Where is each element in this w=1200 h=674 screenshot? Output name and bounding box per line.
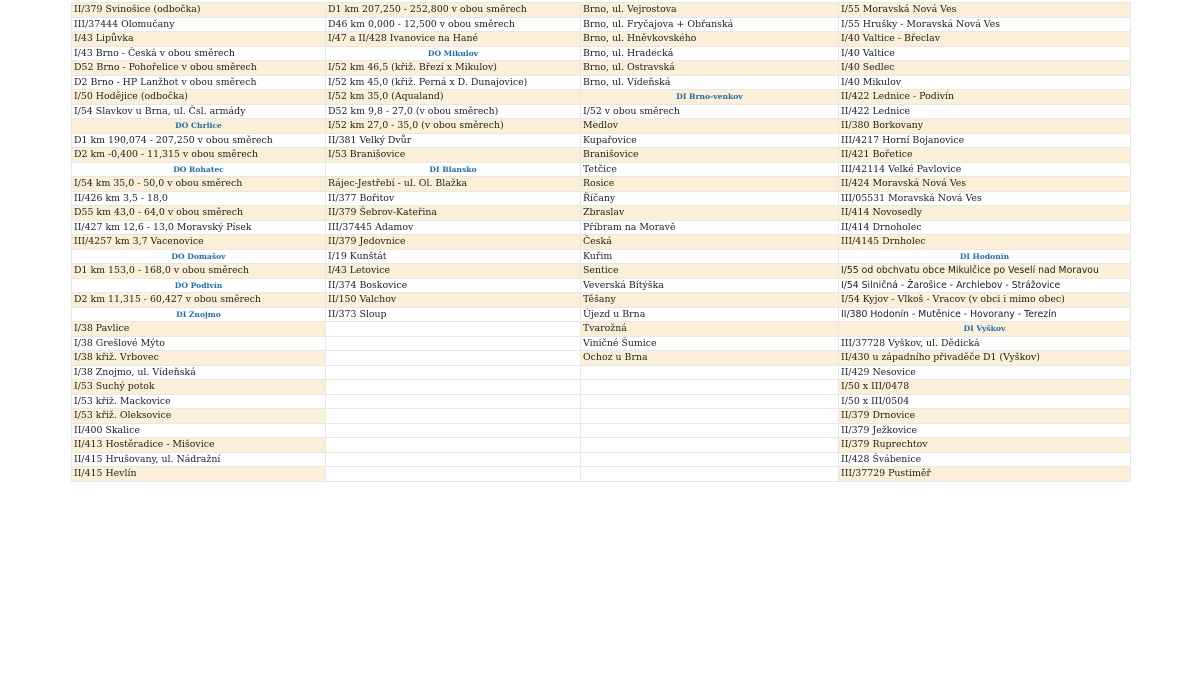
empty-cell (581, 423, 839, 438)
table-row (72, 148, 1131, 163)
table-cell: II/427 km 12,6 - 13,0 Moravský Písek (72, 220, 326, 235)
road-list-body (72, 3, 1131, 482)
table-cell: II/379 Ježkovice (839, 423, 1131, 438)
table-cell: I/38 Znojmo, ul. Vídeňská (72, 365, 326, 380)
table-cell: III/42114 Velké Pavlovice (839, 162, 1131, 177)
table-cell: II/415 Hevlín (72, 467, 326, 482)
table-cell: Sentice (581, 264, 839, 279)
table-row (72, 46, 1131, 61)
table-cell: Brno, ul. Vídeňská (581, 75, 839, 90)
table-row (72, 365, 1131, 380)
table-cell: III/37728 Vyškov, ul. Dědická (839, 336, 1131, 351)
table-row (72, 249, 1131, 264)
table-cell: I/54 km 35,0 - 50,0 v obou směrech (72, 177, 326, 192)
table-cell: D1 km 153,0 - 168,0 v obou směrech (72, 264, 326, 279)
section-header-cell: DO Podivín (72, 278, 326, 293)
table-cell: D52 km 9,8 - 27,0 (v obou směrech) (326, 104, 581, 119)
table-row (72, 133, 1131, 148)
table-row (72, 438, 1131, 453)
empty-cell (326, 351, 581, 366)
table-row (72, 293, 1131, 308)
table-cell: II/373 Sloup (326, 307, 581, 322)
table-cell: II/426 km 3,5 - 18,0 (72, 191, 326, 206)
table-cell: I/47 a II/428 Ivanovice na Hané (326, 32, 581, 47)
table-cell: Tetčice (581, 162, 839, 177)
table-row (72, 90, 1131, 105)
table-cell: II/379 Ruprechtov (839, 438, 1131, 453)
table-cell: II/422 Lednice (839, 104, 1131, 119)
table-cell: I/40 Valtice (839, 46, 1131, 61)
table-row (72, 409, 1131, 424)
table-cell: I/55 Moravská Nová Ves (839, 3, 1131, 18)
table-row (72, 380, 1131, 395)
empty-cell (326, 394, 581, 409)
table-row (72, 32, 1131, 47)
table-row (72, 3, 1131, 18)
table-cell: D2 Brno - HP Lanžhot v obou směrech (72, 75, 326, 90)
table-cell: Veverská Bítýška (581, 278, 839, 293)
empty-cell (326, 336, 581, 351)
table-cell: Kuřim (581, 249, 839, 264)
table-cell: I/55 Hrušky - Moravská Nová Ves (839, 17, 1131, 32)
table-cell: D1 km 190,074 - 207,250 v obou směrech (72, 133, 326, 148)
table-cell: III/37729 Pustiměř (839, 467, 1131, 482)
table-cell: I/54 Silničná - Žarošice - Archlebov - Strážovice (839, 278, 1131, 293)
table-cell: Ochoz u Brna (581, 351, 839, 366)
empty-cell (581, 394, 839, 409)
table-row (72, 162, 1131, 177)
table-row (72, 467, 1131, 482)
table-row (72, 17, 1131, 32)
section-header-cell: DO Chrlice (72, 119, 326, 134)
empty-cell (326, 409, 581, 424)
empty-cell (581, 409, 839, 424)
table-cell: I/38 Pavlice (72, 322, 326, 337)
empty-cell (326, 423, 581, 438)
table-cell: II/422 Lednice - Podivín (839, 90, 1131, 105)
table-cell: III/05531 Moravská Nová Ves (839, 191, 1131, 206)
table-cell: Brno, ul. Hradecká (581, 46, 839, 61)
empty-cell (581, 365, 839, 380)
empty-cell (326, 365, 581, 380)
table-row (72, 351, 1131, 366)
table-cell: Brno, ul. Fryčajova + Obřanská (581, 17, 839, 32)
table-cell: II/374 Boskovice (326, 278, 581, 293)
empty-cell (581, 467, 839, 482)
table-cell: II/430 u západního přivaděče D1 (Vyškov) (839, 351, 1131, 366)
table-cell: I/53 křiž. Mackovice (72, 394, 326, 409)
table-cell: D2 km 11,315 - 60,427 v obou směrech (72, 293, 326, 308)
table-cell: II/379 Jedovnice (326, 235, 581, 250)
empty-cell (326, 467, 581, 482)
table-cell: III/37445 Adamov (326, 220, 581, 235)
table-cell: Říčany (581, 191, 839, 206)
table-cell: Rosice (581, 177, 839, 192)
table-cell: II/414 Drnoholec (839, 220, 1131, 235)
table-cell: Česká (581, 235, 839, 250)
table-cell: Příbram na Moravě (581, 220, 839, 235)
table-cell: D52 Brno - Pohořelice v obou směrech (72, 61, 326, 76)
table-row (72, 61, 1131, 76)
table-cell: Tvarožná (581, 322, 839, 337)
table-cell: D55 km 43,0 - 64,0 v obou směrech (72, 206, 326, 221)
table-cell: II/428 Švábenice (839, 452, 1131, 467)
table-cell: II/415 Hrušovany, ul. Nádražní (72, 452, 326, 467)
table-cell: I/50 x III/0478 (839, 380, 1131, 395)
table-cell: III/4257 km 3,7 Vacenovice (72, 235, 326, 250)
empty-cell (326, 452, 581, 467)
section-header-cell: DI Brno-venkov (581, 90, 839, 105)
empty-cell (581, 452, 839, 467)
empty-cell (581, 438, 839, 453)
table-cell: I/52 km 45,0 (křiž. Perná x D. Dunajovice) (326, 75, 581, 90)
table-cell: II/377 Bořitov (326, 191, 581, 206)
table-cell: I/40 Sedlec (839, 61, 1131, 76)
table-cell: II/414 Novosedly (839, 206, 1131, 221)
table-cell: III/37444 Olomučany (72, 17, 326, 32)
table-row (72, 278, 1131, 293)
table-cell: D2 km -0,400 - 11,315 v obou směrech (72, 148, 326, 163)
table-cell: Medlov (581, 119, 839, 134)
table-cell: II/150 Valchov (326, 293, 581, 308)
section-header-cell: DO Rohatec (72, 162, 326, 177)
table-row (72, 322, 1131, 337)
table-cell: I/52 v obou směrech (581, 104, 839, 119)
table-cell: II/380 Hodonín - Mutěnice - Hovorany - Terezín (839, 307, 1131, 322)
table-cell: I/50 Hodějice (odbočka) (72, 90, 326, 105)
table-cell: II/380 Borkovany (839, 119, 1131, 134)
table-cell: II/424 Moravská Nová Ves (839, 177, 1131, 192)
table-cell: II/381 Velký Dvůr (326, 133, 581, 148)
section-header-cell: DI Hodonín (839, 249, 1131, 264)
table-row (72, 307, 1131, 322)
table-cell: I/52 km 35,0 (Aqualand) (326, 90, 581, 105)
table-cell: I/54 Kyjov - Vlkoš - Vracov (v obci i mimo obec) (839, 293, 1131, 308)
table-cell: III/4217 Horní Bojanovice (839, 133, 1131, 148)
table-row (72, 452, 1131, 467)
table-cell: I/53 Branišovice (326, 148, 581, 163)
section-header-cell: DO Domašov (72, 249, 326, 264)
table-cell: I/43 Lipůvka (72, 32, 326, 47)
table-cell: Kupařovice (581, 133, 839, 148)
table-cell: II/379 Svinošice (odbočka) (72, 3, 326, 18)
table-cell: II/429 Nesovice (839, 365, 1131, 380)
section-header-cell: DI Znojmo (72, 307, 326, 322)
table-row (72, 119, 1131, 134)
table-row (72, 394, 1131, 409)
table-cell: I/19 Kunštát (326, 249, 581, 264)
empty-cell (326, 380, 581, 395)
table-cell: I/38 křiž. Vrbovec (72, 351, 326, 366)
table-cell: I/54 Slavkov u Brna, ul. Čsl. armády (72, 104, 326, 119)
table-cell: D1 km 207,250 - 252,800 v obou směrech (326, 3, 581, 18)
table-cell: I/52 km 46,5 (křiž. Březí x Mikulov) (326, 61, 581, 76)
table-row (72, 104, 1131, 119)
table-cell: Viničné Šumice (581, 336, 839, 351)
table-row (72, 206, 1131, 221)
empty-cell (581, 380, 839, 395)
table-cell: Brno, ul. Vejrostova (581, 3, 839, 18)
table-cell: I/53 křiž. Oleksovice (72, 409, 326, 424)
table-cell: Rájec-Jestřebí - ul. Ol. Blažka (326, 177, 581, 192)
table-cell: II/379 Šebrov-Kateřina (326, 206, 581, 221)
empty-cell (326, 438, 581, 453)
section-header-cell: DI Blansko (326, 162, 581, 177)
table-cell: Brno, ul. Ostravská (581, 61, 839, 76)
road-list-table (71, 2, 1131, 482)
table-row (72, 336, 1131, 351)
table-cell: I/55 od obchvatu obce Mikulčice po Veselí nad Moravou (839, 264, 1131, 279)
table-cell: Těšany (581, 293, 839, 308)
table-cell: Branišovice (581, 148, 839, 163)
table-cell: I/43 Brno - Česká v obou směrech (72, 46, 326, 61)
table-cell: Brno, ul. Hněvkovského (581, 32, 839, 47)
table-row (72, 220, 1131, 235)
table-cell: II/400 Skalice (72, 423, 326, 438)
table-row (72, 177, 1131, 192)
table-row (72, 264, 1131, 279)
table-cell: Újezd u Brna (581, 307, 839, 322)
table-cell: Zbraslav (581, 206, 839, 221)
table-row (72, 423, 1131, 438)
table-row (72, 75, 1131, 90)
table-cell: I/40 Mikulov (839, 75, 1131, 90)
table-cell: I/50 x III/0504 (839, 394, 1131, 409)
section-header-cell: DI Vyškov (839, 322, 1131, 337)
empty-cell (326, 322, 581, 337)
table-row (72, 235, 1131, 250)
table-cell: II/421 Bořetice (839, 148, 1131, 163)
table-cell: I/38 Grešlové Mýto (72, 336, 326, 351)
table-cell: III/4145 Drnholec (839, 235, 1131, 250)
table-cell: II/413 Hostěradice - Mišovice (72, 438, 326, 453)
table-cell: II/379 Drnovice (839, 409, 1131, 424)
table-cell: D46 km 0,000 - 12,500 v obou směrech (326, 17, 581, 32)
table-cell: I/40 Valtice - Břeclav (839, 32, 1131, 47)
table-cell: I/52 km 27,0 - 35,0 (v obou směrech) (326, 119, 581, 134)
table-cell: I/43 Letovice (326, 264, 581, 279)
section-header-cell: DO Mikulov (326, 46, 581, 61)
table-row (72, 191, 1131, 206)
table-cell: I/53 Suchý potok (72, 380, 326, 395)
